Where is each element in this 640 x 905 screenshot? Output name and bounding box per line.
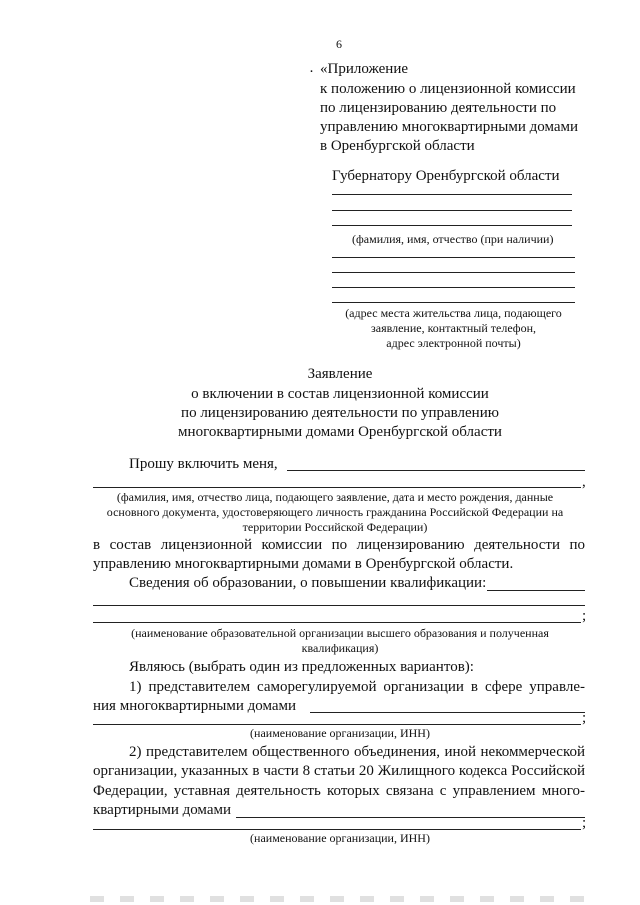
appendix-mark: · — [309, 64, 314, 80]
option-1-text: ния многоквартирными домами — [93, 698, 297, 714]
heading-line: Заявление — [307, 366, 373, 382]
org-line[interactable] — [93, 829, 581, 830]
heading-line: многоквартирными домами Оренбургской области — [178, 424, 502, 440]
education-line[interactable] — [487, 590, 585, 591]
org-caption: (наименование организации, ИНН) — [250, 831, 430, 845]
education-caption: квалификация) — [301, 641, 379, 655]
applicant-caption: основного документа, удостоверяющего личность гражданина Российской Федерации на — [106, 505, 564, 519]
address-line[interactable] — [332, 257, 575, 258]
org-line[interactable] — [310, 712, 585, 713]
education-label: Сведения об образовании, о повышении квалификации: — [129, 575, 487, 591]
education-line[interactable] — [93, 605, 585, 606]
option-2-text: организации, указанных в части 8 статьи 20 Жилищного кодекса Российской — [93, 763, 585, 779]
education-line[interactable] — [93, 622, 581, 623]
education-caption: (наименование образовательной организации высшего образования и полученная — [131, 626, 549, 640]
semicolon: ; — [582, 710, 587, 726]
semicolon: ; — [582, 815, 587, 831]
appendix-line: к положению о лицензионной комиссии — [320, 81, 576, 97]
applicant-caption: (фамилия, имя, отчество лица, подающего заявление, дата и место рождения, данные — [116, 490, 554, 504]
address-line[interactable] — [332, 272, 575, 273]
appendix-line: управлению многоквартирными домами — [320, 119, 579, 135]
request-text: Прошу включить меня, — [129, 456, 278, 472]
fio-line[interactable] — [332, 225, 572, 226]
applicant-caption: территории Российской Федерации) — [242, 520, 428, 534]
org-caption: (наименование организации, ИНН) — [250, 726, 430, 740]
comma: , — [582, 474, 586, 490]
fio-line[interactable] — [332, 210, 572, 211]
commission-text: управлению многоквартирными домами в Оренбургской области. — [93, 556, 514, 572]
appendix-line: «Приложение — [320, 61, 409, 77]
commission-text: в состав лицензионной комиссии по лицензированию деятельности по — [93, 537, 585, 553]
scan-artifact — [90, 896, 590, 902]
fio-line[interactable] — [332, 194, 572, 195]
applicant-line[interactable] — [287, 470, 585, 471]
appendix-line: в Оренбургской области — [320, 138, 475, 154]
org-line[interactable] — [236, 817, 585, 818]
option-2-text: квартирными домами — [93, 802, 232, 818]
heading-line: по лицензированию деятельности по управлению — [181, 405, 499, 421]
addressee-title: Губернатору Оренбургской области — [332, 168, 560, 184]
page-number: 6 — [336, 37, 342, 51]
option-2-text: 2) представителем общественного объединения, иной некоммерческой — [129, 744, 585, 760]
applicant-line[interactable] — [93, 487, 581, 488]
heading-line: о включении в состав лицензионной комиссии — [191, 386, 489, 402]
fio-caption: (фамилия, имя, отчество (при наличии) — [352, 232, 554, 246]
address-line[interactable] — [332, 302, 575, 303]
appendix-line: по лицензированию деятельности по — [320, 100, 557, 116]
option-1-text: 1) представителем саморегулируемой организации в сфере управле- — [129, 679, 585, 695]
choose-label: Являюсь (выбрать один из предложенных вариантов): — [129, 659, 474, 675]
address-caption: адрес электронной почты) — [386, 336, 521, 350]
semicolon: ; — [582, 608, 587, 624]
org-line[interactable] — [93, 724, 581, 725]
address-caption: (адрес места жительства лица, подающего — [345, 306, 562, 320]
option-2-text: Федерации, уставная деятельность которых связана с управлением много- — [93, 783, 585, 799]
address-caption: заявление, контактный телефон, — [371, 321, 536, 335]
address-line[interactable] — [332, 287, 575, 288]
